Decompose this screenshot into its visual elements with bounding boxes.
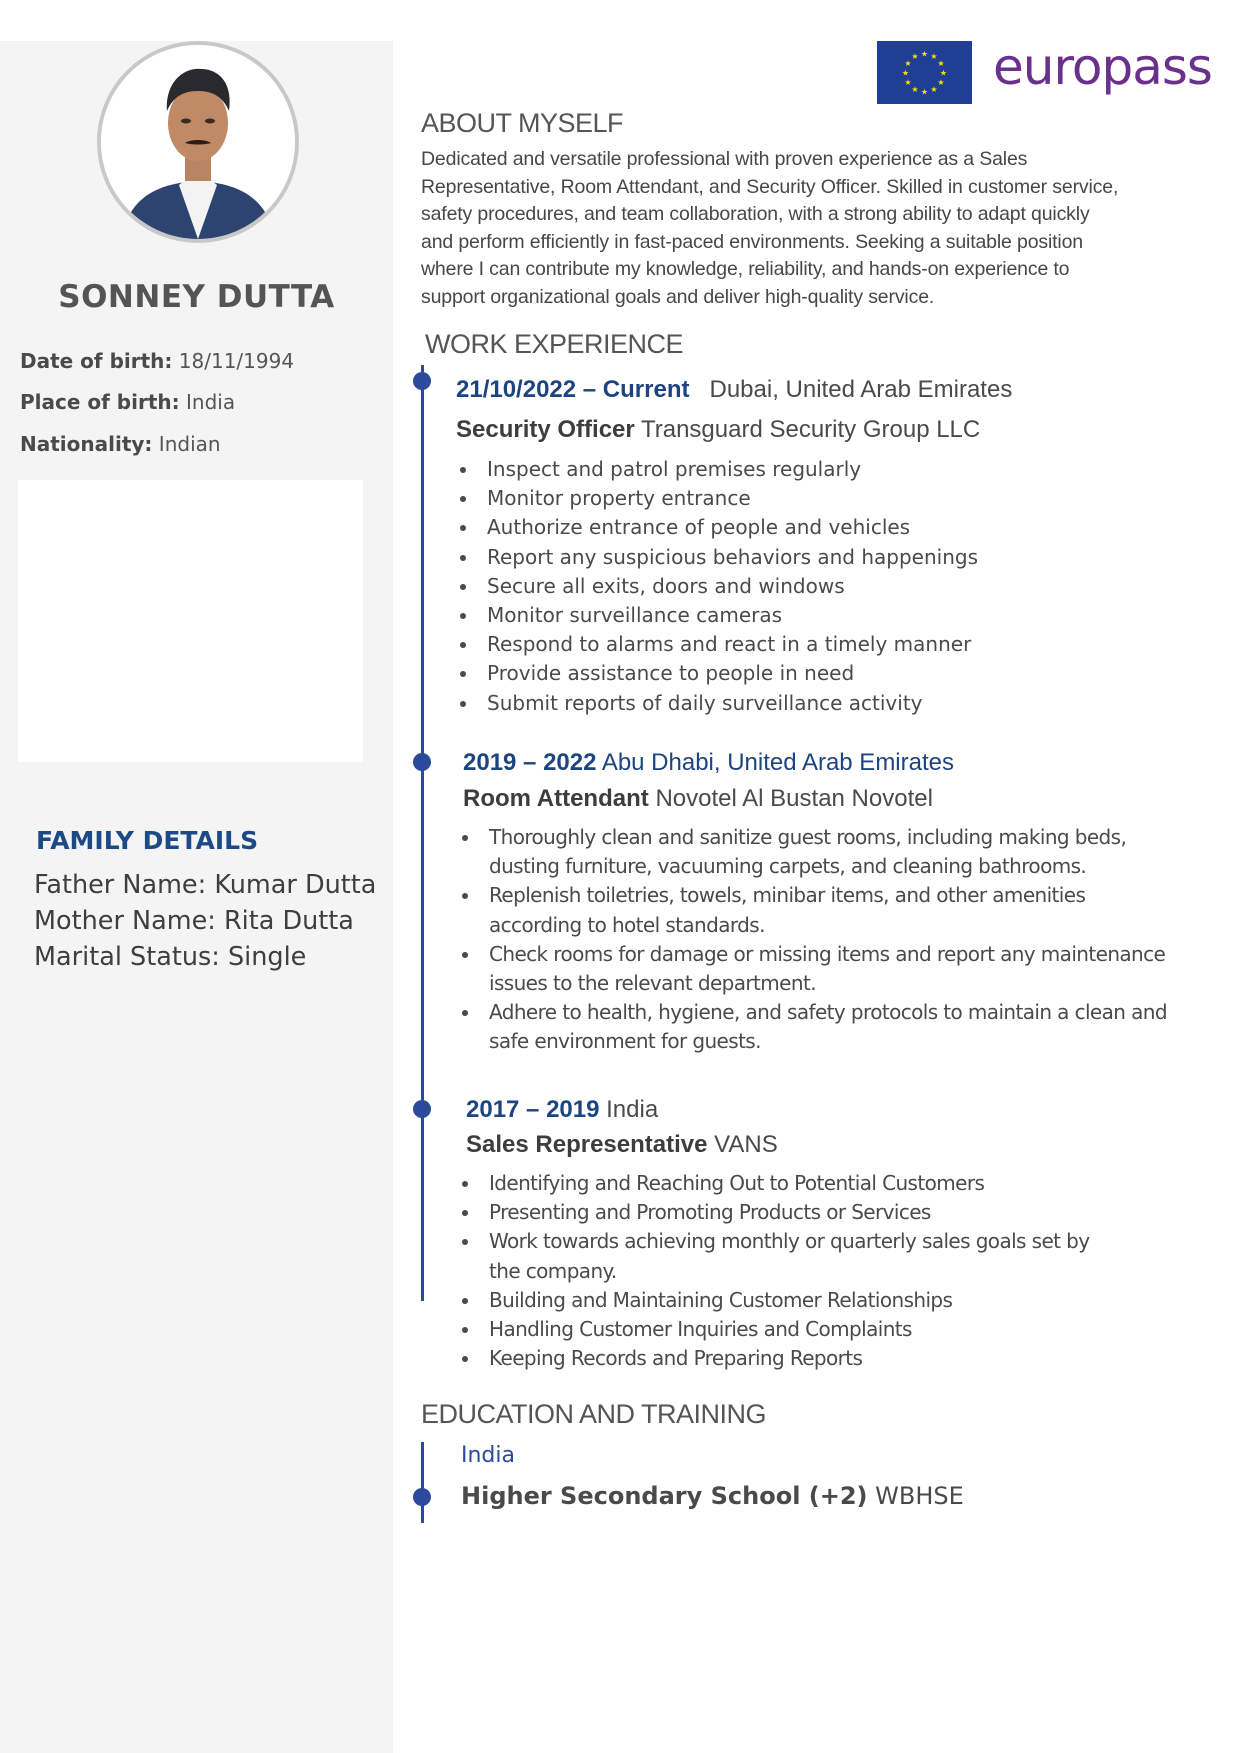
list-item [459, 1198, 1090, 1227]
about-paragraph [421, 146, 1201, 311]
job-employer: Novotel Al Bustan Novotel [655, 785, 933, 812]
bullet-icon [460, 671, 466, 677]
duty-text: Handling Customer Inquiries and Complaints [489, 1317, 912, 1342]
candidate-name: SONNEY DUTTA [58, 279, 335, 315]
job-dates: 2017 – 2019 [466, 1096, 600, 1123]
list-item [457, 601, 978, 630]
bullet-icon [460, 525, 466, 531]
job-location: Abu Dhabi, United Arab Emirates [601, 749, 954, 776]
work-experience-heading: WORK EXPERIENCE [425, 329, 684, 359]
list-item [459, 1286, 1090, 1315]
job-duties [457, 455, 978, 718]
bullet-icon [462, 1239, 468, 1245]
nationality [20, 432, 221, 456]
job-location: India [606, 1096, 659, 1123]
pob-label: Place of birth: [20, 390, 180, 414]
job-role: Sales Representative [466, 1131, 708, 1158]
person-avatar-icon [101, 45, 295, 239]
timeline-dot-icon [413, 1488, 431, 1506]
star-icon: ★ [901, 68, 910, 78]
blank-box [18, 480, 363, 762]
list-item [459, 1169, 1090, 1198]
father-name: Father Name: Kumar Dutta [34, 870, 377, 900]
duty-text: Presenting and Promoting Products or Services [489, 1200, 931, 1225]
star-icon: ★ [937, 78, 945, 87]
duty-text: Report any suspicious behaviors and happenings [487, 544, 978, 569]
list-item [457, 543, 978, 572]
education-institution: WBHSE [875, 1482, 964, 1510]
duty-text: Authorize entrance of people and vehicles [487, 515, 911, 540]
bullet-icon [462, 1010, 468, 1016]
star-icon: ★ [904, 78, 912, 87]
place-of-birth [20, 390, 235, 414]
list-item [459, 1315, 1090, 1344]
europass-logo: europass [993, 38, 1212, 96]
mother-name: Mother Name: Rita Dutta [34, 906, 354, 936]
bullet-icon [460, 584, 466, 590]
list-item [457, 630, 978, 659]
about-line: Dedicated and versatile professional with proven experience as a Sales [421, 148, 1028, 170]
about-line: and perform efficiently in fast-paced environments. Seeking a suitable position [421, 230, 1084, 253]
duty-text: the company. [489, 1258, 617, 1283]
job-duties [459, 823, 1167, 1057]
list-item [459, 881, 1167, 939]
duty-text: according to hotel standards. [489, 912, 765, 937]
duty-text: Work towards achieving monthly or quarterly sales goals set by [489, 1229, 1090, 1254]
profile-photo [97, 41, 299, 243]
duty-text: Provide assistance to people in need [487, 661, 855, 686]
star-icon: ★ [930, 52, 938, 61]
job-duties [459, 1169, 1090, 1373]
job-title [466, 1131, 778, 1159]
duty-text: Respond to alarms and react in a timely manner [487, 632, 972, 657]
bullet-icon [460, 467, 466, 473]
duty-text: Thoroughly clean and sanitize guest rooms, including making beds, [489, 825, 1127, 849]
job-dates: 21/10/2022 – Current [456, 376, 690, 403]
dob-value: 18/11/1994 [178, 349, 295, 373]
bullet-icon [462, 1181, 468, 1187]
job-employer: Transguard Security Group LLC [640, 416, 981, 443]
education-timeline [421, 1442, 424, 1523]
job-location: Dubai, United Arab Emirates [709, 376, 1013, 403]
duty-text: Keeping Records and Preparing Reports [489, 1346, 863, 1371]
bullet-icon [460, 701, 466, 707]
list-item [457, 513, 978, 542]
bullet-icon [460, 555, 466, 561]
star-icon: ★ [911, 85, 919, 94]
star-icon: ★ [939, 68, 948, 78]
list-item [459, 998, 1167, 1056]
bullet-icon [462, 835, 468, 841]
star-icon: ★ [920, 49, 929, 59]
job-role: Room Attendant [463, 785, 649, 812]
nationality-value: Indian [158, 432, 221, 456]
star-icon: ★ [930, 85, 938, 94]
list-item [457, 689, 978, 718]
list-item [457, 659, 978, 688]
duty-text: Submit reports of daily surveillance activity [487, 690, 923, 715]
duty-text: Inspect and patrol premises regularly [487, 457, 862, 481]
about-line: where I can contribute my knowledge, reliability, and hands-on experience to [421, 258, 1070, 280]
eu-flag-icon [877, 41, 972, 104]
job-header [466, 1096, 658, 1124]
job-header [456, 376, 1012, 404]
star-icon: ★ [904, 59, 912, 68]
list-item [459, 823, 1167, 881]
about-line: support organizational goals and deliver high-quality service. [421, 285, 935, 308]
dob-label: Date of birth: [20, 349, 173, 373]
duty-text: Secure all exits, doors and windows [487, 573, 845, 598]
duty-text: Monitor property entrance [487, 486, 751, 511]
timeline-dot-icon [413, 372, 431, 390]
education-entry [461, 1482, 964, 1510]
marital-status: Marital Status: Single [34, 942, 307, 972]
education-heading: EDUCATION AND TRAINING [421, 1399, 767, 1429]
star-icon: ★ [911, 52, 919, 61]
list-item [459, 1344, 1090, 1373]
job-header [463, 749, 954, 777]
education-location: India [461, 1443, 515, 1468]
timeline-dot-icon [413, 753, 431, 771]
nationality-label: Nationality: [20, 432, 153, 456]
duty-text: Adhere to health, hygiene, and safety protocols to maintain a clean and [489, 1000, 1167, 1025]
duty-text: Monitor surveillance cameras [487, 603, 783, 628]
list-item [457, 572, 978, 601]
work-timeline [421, 365, 424, 1301]
list-item [457, 484, 978, 513]
job-dates: 2019 – 2022 [463, 749, 597, 776]
bullet-icon [462, 1298, 468, 1304]
job-title [463, 785, 933, 813]
list-item [457, 455, 978, 484]
job-role: Security Officer [456, 416, 635, 443]
list-item [459, 940, 1167, 998]
star-icon: ★ [937, 59, 945, 68]
bullet-icon [460, 642, 466, 648]
date-of-birth [20, 349, 294, 373]
duty-text: Replenish toiletries, towels, minibar items, and other amenities [489, 883, 1086, 908]
bullet-icon [460, 496, 466, 502]
duty-text: Identifying and Reaching Out to Potential Customers [489, 1171, 985, 1195]
eu-stars-icon [877, 41, 972, 104]
duty-text: Check rooms for damage or missing items and report any maintenance [489, 941, 1166, 966]
bullet-icon [462, 893, 468, 899]
bullet-icon [462, 952, 468, 958]
bullet-icon [462, 1210, 468, 1216]
about-heading: ABOUT MYSELF [421, 108, 624, 138]
family-details-heading: FAMILY DETAILS [36, 826, 259, 855]
list-item [459, 1227, 1090, 1285]
pob-value: India [186, 390, 236, 414]
timeline-dot-icon [413, 1100, 431, 1118]
duty-text: dusting furniture, vacuuming carpets, and cleaning bathrooms. [489, 854, 1087, 879]
bullet-icon [460, 613, 466, 619]
bullet-icon [462, 1327, 468, 1333]
education-qualification: Higher Secondary School (+2) [461, 1482, 868, 1510]
duty-text: Building and Maintaining Customer Relationships [489, 1287, 953, 1312]
duty-text: safe environment for guests. [489, 1029, 761, 1054]
about-line: safety procedures, and team collaboration, with a strong ability to adapt quickly [421, 203, 1090, 225]
job-employer: VANS [714, 1131, 778, 1158]
star-icon: ★ [920, 87, 929, 97]
job-title [456, 416, 980, 444]
bullet-icon [462, 1356, 468, 1362]
about-line: Representative, Room Attendant, and Security Officer. Skilled in customer service, [421, 175, 1119, 198]
duty-text: issues to the relevant department. [489, 971, 816, 996]
